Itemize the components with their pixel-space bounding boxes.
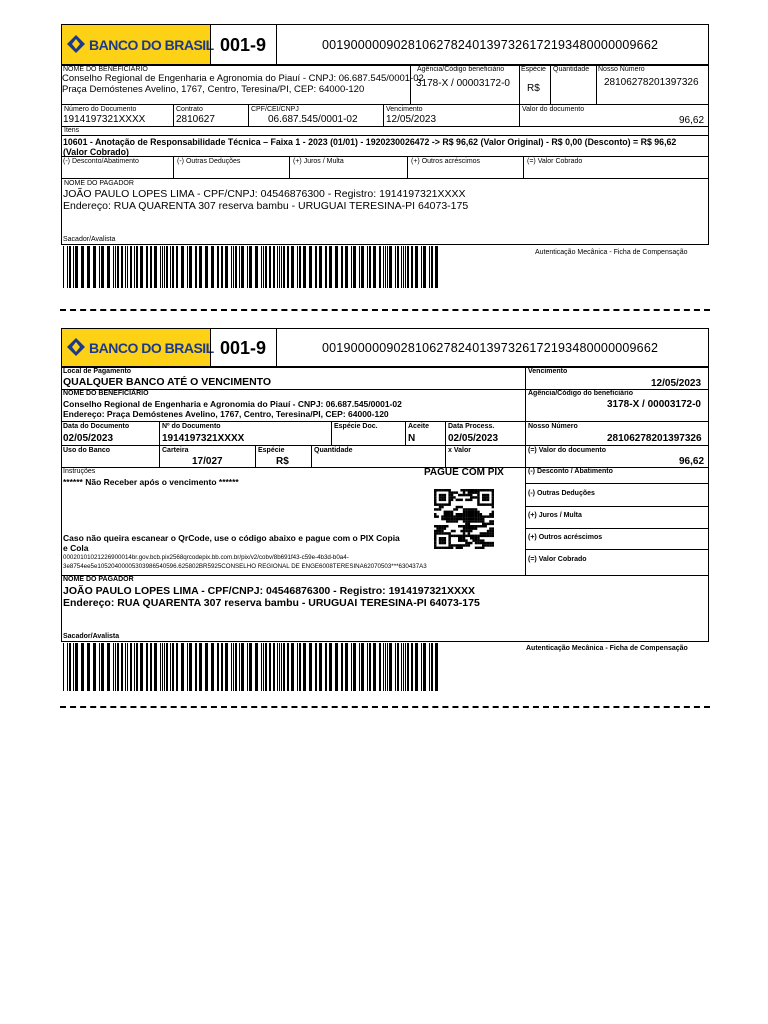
receipt-species-value: R$ (527, 83, 540, 94)
cut-line-top (60, 309, 710, 311)
receipt-our-number-value: 28106278201397326 (604, 77, 699, 88)
receipt-auth-label: Autenticação Mecânica - Ficha de Compensação (535, 249, 688, 256)
slip-other-additions-label: (+) Outros acréscimos (528, 534, 603, 541)
receipt-beneficiary-line1: Conselho Regional de Engenharia e Agronomia do Piauí - CNPJ: 06.687.545/0001-02 (62, 73, 424, 84)
slip-payer-line2: Endereço: RUA QUARENTA 307 reserva bambu - URUGUAI TERESINA-PI 64073-175 (63, 597, 480, 609)
receipt-agency-label: Agência/Código beneficiário (417, 66, 505, 73)
slip-beneficiary-label: NOME DO BENEFICIÁRIO (63, 390, 149, 397)
slip-bank-logo-icon (65, 336, 87, 358)
slip-digitable-line: 00190000090281062782401397326172193480000009662 (322, 341, 659, 355)
slip-pix-title: PAGUE COM PIX (424, 467, 504, 478)
receipt-other-deductions-label: (-) Outras Deduções (177, 158, 241, 165)
slip-our-number-value: 28106278201397326 (607, 433, 702, 444)
receipt-items-line2: (Valor Cobrado) (63, 147, 129, 157)
slip-bank-logo (62, 329, 214, 366)
slip-accept-value: N (408, 433, 416, 444)
bank-logo (62, 25, 214, 64)
receipt-doc-value: 96,62 (679, 115, 705, 126)
slip-pix-hint-line2: e Cola (63, 543, 89, 553)
receipt-doc-number-label: Número do Documento (64, 106, 137, 113)
slip-bank-logo-text: BANCO DO BRASIL (89, 340, 214, 356)
bank-code: 001-9 (220, 35, 267, 55)
receipt-payer-line2: Endereço: RUA QUARENTA 307 reserva bambu - URUGUAI TERESINA-PI 64073-175 (63, 200, 469, 212)
slip-due-label: Vencimento (528, 368, 568, 375)
slip-beneficiary-line1: Conselho Regional de Engenharia e Agronomia do Piauí - CNPJ: 06.687.545/0001-02 (63, 399, 402, 409)
slip-process-date-value: 02/05/2023 (448, 433, 499, 444)
receipt-agency-value: 3178-X / 00003172-0 (416, 78, 510, 89)
receipt-quantity-label: Quantidade (553, 66, 590, 73)
slip-pix-hint-line1: Caso não queira escanear o QrCode, use o código abaixo e pague com o PIX Copia (63, 533, 400, 543)
slip-charged-label: (=) Valor Cobrado (528, 556, 587, 563)
slip-auth-label: Autenticação Mecânica - Ficha de Compensação (526, 645, 688, 652)
receipt-cpf-value: 06.687.545/0001-02 (268, 114, 358, 125)
slip-instructions-label: Instruções (63, 468, 96, 475)
receipt-species-label: Espécie (521, 66, 546, 73)
slip-doc-species-label: Espécie Doc. (334, 423, 378, 430)
slip-payment-place-label: Local de Pagamento (63, 368, 132, 375)
slip-agency-value: 3178-X / 00003172-0 (607, 399, 701, 410)
slip-our-number-label: Nosso Número (528, 423, 578, 430)
slip-doc-value-label: (=) Valor do documento (528, 447, 606, 454)
slip-pix-code-line1[interactable]: 00020101021226900014br.gov.bcb.pix2568qrcodepix.bb.com.br/pix/v2/cobv/8b691f43-c59e-4b3d-b0a4- (63, 554, 349, 561)
slip-interest-label: (+) Juros / Multa (528, 512, 582, 519)
slip-wallet-value: 17/027 (192, 456, 223, 467)
cut-line-bottom (60, 706, 710, 708)
slip-other-deductions-label: (-) Outras Deduções (528, 490, 595, 497)
receipt-contract-value: 2810627 (176, 114, 215, 125)
receipt-beneficiary-line2: Praça Demóstenes Avelino, 1767, Centro, Teresina/PI, CEP: 64000-120 (62, 84, 365, 95)
slip-payer-line1: JOÃO PAULO LOPES LIMA - CPF/CNPJ: 04546876300 - Registro: 1914197321XXXX (63, 585, 475, 597)
slip-doc-date-label: Data do Documento (63, 423, 130, 430)
receipt-beneficiary-label: NOME DO BENEFICIÁRIO (63, 66, 148, 73)
slip-pix-code-line2[interactable]: 3e8754ee5e10520400005303986540596.625802BR5925CONSELHO REGIONAL DE ENGE6008TERESINA62070503***630437A3 (63, 563, 427, 570)
receipt-our-number-label: Nosso Número (598, 66, 645, 73)
receipt-payer-line1: JOÃO PAULO LOPES LIMA - CPF/CNPJ: 04546876300 - Registro: 1914197321XXXX (63, 188, 466, 200)
slip-doc-date-value: 02/05/2023 (63, 433, 114, 444)
pix-qr-code[interactable] (434, 489, 494, 549)
slip-accept-label: Aceite (408, 423, 430, 430)
receipt-due-label: Vencimento (386, 106, 423, 113)
slip-due-value: 12/05/2023 (651, 378, 702, 389)
bank-logo-icon (65, 33, 87, 55)
slip-wallet-label: Carteira (162, 447, 189, 454)
receipt-doc-number-value: 1914197321XXXX (63, 114, 146, 125)
receipt-interest-label: (+) Juros / Multa (293, 158, 344, 165)
slip-barcode (63, 643, 443, 691)
slip-species-value: R$ (276, 456, 289, 467)
slip-doc-number-value: 1914197321XXXX (162, 433, 245, 444)
receipt-contract-label: Contrato (176, 106, 203, 113)
slip-doc-value: 96,62 (679, 456, 705, 467)
slip-process-date-label: Data Process. (448, 423, 495, 430)
receipt-charged-label: (=) Valor Cobrado (527, 158, 583, 165)
slip-guarantor-label: Sacador/Avalista (63, 633, 120, 640)
slip-bank-code: 001-9 (220, 338, 267, 358)
slip-beneficiary-line2: Endereço: Praça Demóstenes Avelino, 1767, Centro, Teresina/PI, CEP: 64000-120 (63, 409, 389, 419)
receipt-items-line1: 10601 - Anotação de Responsabilidade Técnica – Faixa 1 - 2023 (01/01) - 1920230026472 -> R$ 96,62 (Valor Original) - R$ 0,00 (Desconto) = R$ 96,62 (63, 137, 677, 147)
digitable-line: 00190000090281062782401397326172193480000009662 (322, 38, 659, 52)
bank-logo-text: BANCO DO BRASIL (89, 37, 214, 53)
slip-discount-label: (-) Desconto / Abatimento (528, 468, 613, 475)
slip-quantity-label: Quantidade (314, 447, 353, 454)
slip-agency-label: Agência/Código do beneficiário (528, 390, 634, 397)
receipt-items-label: Itens (64, 127, 80, 134)
receipt-barcode (63, 246, 443, 288)
slip-instruction-text: ****** Não Receber após o vencimento ****** (63, 477, 239, 487)
receipt-payer-label: NOME DO PAGADOR (64, 180, 134, 187)
slip-species-label: Espécie (258, 447, 285, 454)
slip-x-value-label: x Valor (448, 447, 471, 454)
slip-doc-number-label: Nº do Documento (162, 423, 221, 430)
receipt-other-additions-label: (+) Outros acréscimos (411, 158, 481, 165)
slip-bank-use-label: Uso do Banco (63, 447, 111, 454)
receipt-cpf-label: CPF/CEI/CNPJ (251, 106, 299, 113)
receipt-guarantor-label: Sacador/Avalista (63, 236, 116, 243)
slip-payment-place-value: QUALQUER BANCO ATÉ O VENCIMENTO (63, 376, 272, 388)
receipt-discount-label: (-) Desconto/Abatimento (63, 158, 139, 165)
slip-payer-label: NOME DO PAGADOR (63, 576, 134, 583)
receipt-doc-value-label: Valor do documento (522, 106, 585, 113)
receipt-due-value: 12/05/2023 (386, 114, 437, 125)
